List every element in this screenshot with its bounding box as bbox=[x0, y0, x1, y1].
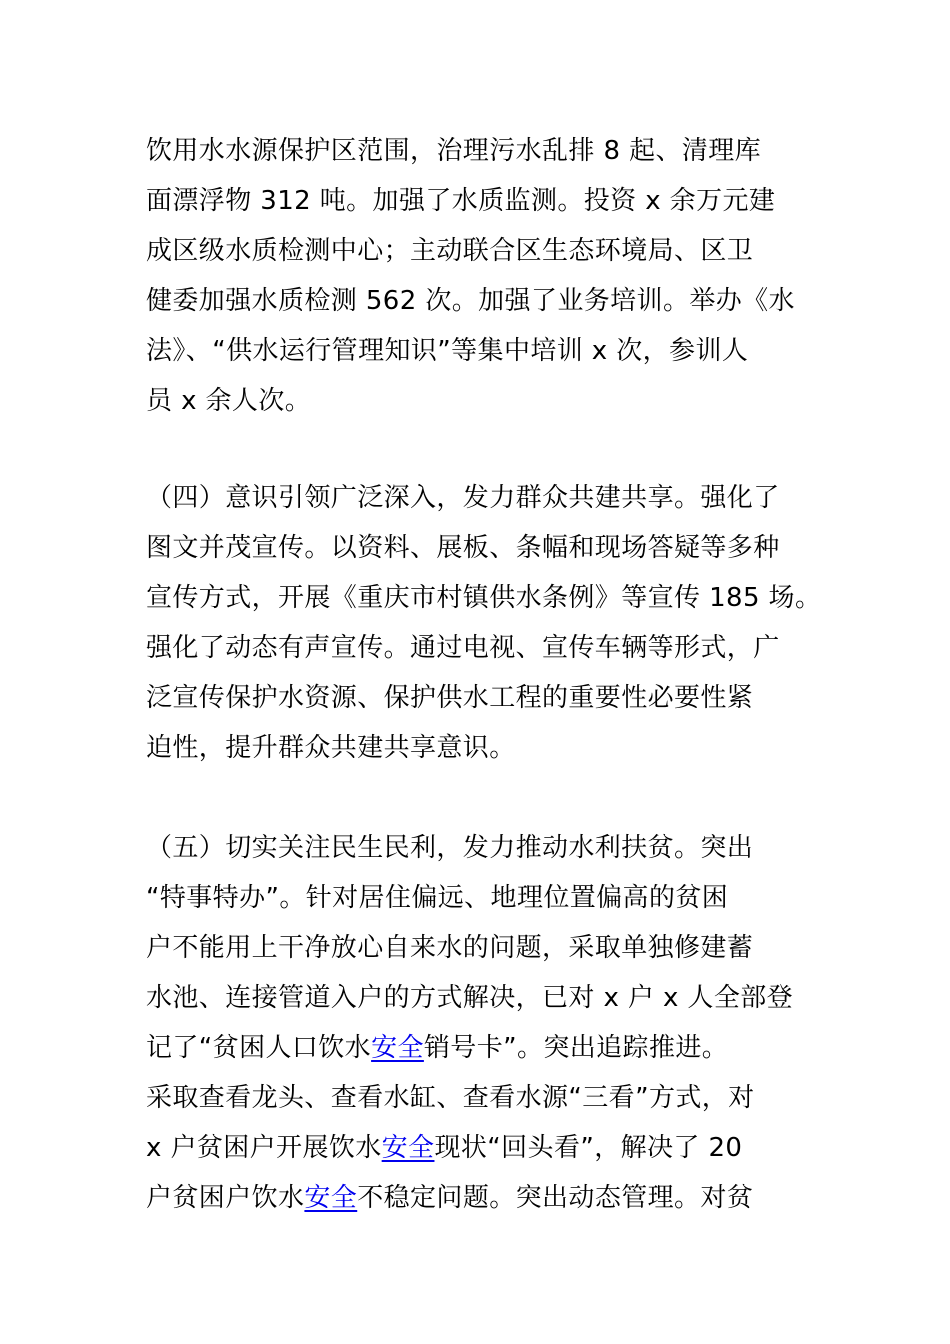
text-line: 水池、连接管道入户的方式解决，已对 x 户 x 人全部登 bbox=[146, 983, 794, 1013]
text-line: 宣传方式，开展《重庆市村镇供水条例》等宣传 185 场。 bbox=[146, 583, 822, 613]
text-line: 面漂浮物 312 吨。加强了水质监测。投资 x 余万元建 bbox=[146, 186, 776, 216]
safety-link[interactable]: 安全 bbox=[381, 1133, 435, 1163]
text-line: 员 x 余人次。 bbox=[146, 386, 312, 416]
text-line: （四）意识引领广泛深入，发力群众共建共享。强化了 bbox=[146, 483, 780, 513]
text-line: （五）切实关注民生民利，发力推动水利扶贫。突出 bbox=[146, 833, 754, 863]
text-line: 法》、“供水运行管理知识”等集中培训 x 次，参训人 bbox=[146, 336, 749, 366]
safety-link[interactable]: 安全 bbox=[371, 1033, 424, 1063]
text-segment: 现状“回头看”，解决了 20 bbox=[434, 1133, 743, 1163]
text-line: “特事特办”。针对居住偏远、地理位置偏高的贫困 bbox=[146, 883, 729, 913]
text-segment: 销号卡”。突出追踪推进。 bbox=[423, 1033, 729, 1063]
text-line: 成区级水质检测中心；主动联合区生态环境局、区卫 bbox=[146, 236, 754, 266]
text-line-with-link bbox=[146, 1173, 826, 1223]
text-line: 图文并茂宣传。以资料、展板、条幅和现场答疑等多种 bbox=[146, 533, 780, 563]
text-line-with-link bbox=[146, 1023, 826, 1073]
text-line: 采取查看龙头、查看水缸、查看水源“三看”方式，对 bbox=[146, 1083, 755, 1113]
paragraph-water-protection bbox=[146, 126, 826, 426]
text-segment: 户贫困户饮水 bbox=[146, 1183, 305, 1213]
safety-link[interactable]: 安全 bbox=[304, 1183, 358, 1213]
text-line: 泛宣传保护水资源、保护供水工程的重要性必要性紧 bbox=[146, 683, 754, 713]
text-line: 强化了动态有声宣传。通过电视、宣传车辆等形式，广 bbox=[146, 633, 780, 663]
text-segment: 不稳定问题。突出动态管理。对贫 bbox=[357, 1183, 754, 1213]
paragraph-section-four bbox=[146, 473, 826, 773]
text-line: 户不能用上干净放心自来水的问题，采取单独修建蓄 bbox=[146, 933, 754, 963]
text-line: 迫性，提升群众共建共享意识。 bbox=[146, 733, 516, 763]
text-segment: x 户贫困户开展饮水 bbox=[146, 1133, 382, 1163]
text-line: 饮用水水源保护区范围，治理污水乱排 8 起、清理库 bbox=[146, 136, 762, 166]
paragraph-section-five bbox=[146, 823, 826, 1223]
text-line: 健委加强水质检测 562 次。加强了业务培训。举办《水 bbox=[146, 286, 795, 316]
text-line-with-link bbox=[146, 1123, 826, 1173]
text-segment: 记了“贫困人口饮水 bbox=[146, 1033, 372, 1063]
